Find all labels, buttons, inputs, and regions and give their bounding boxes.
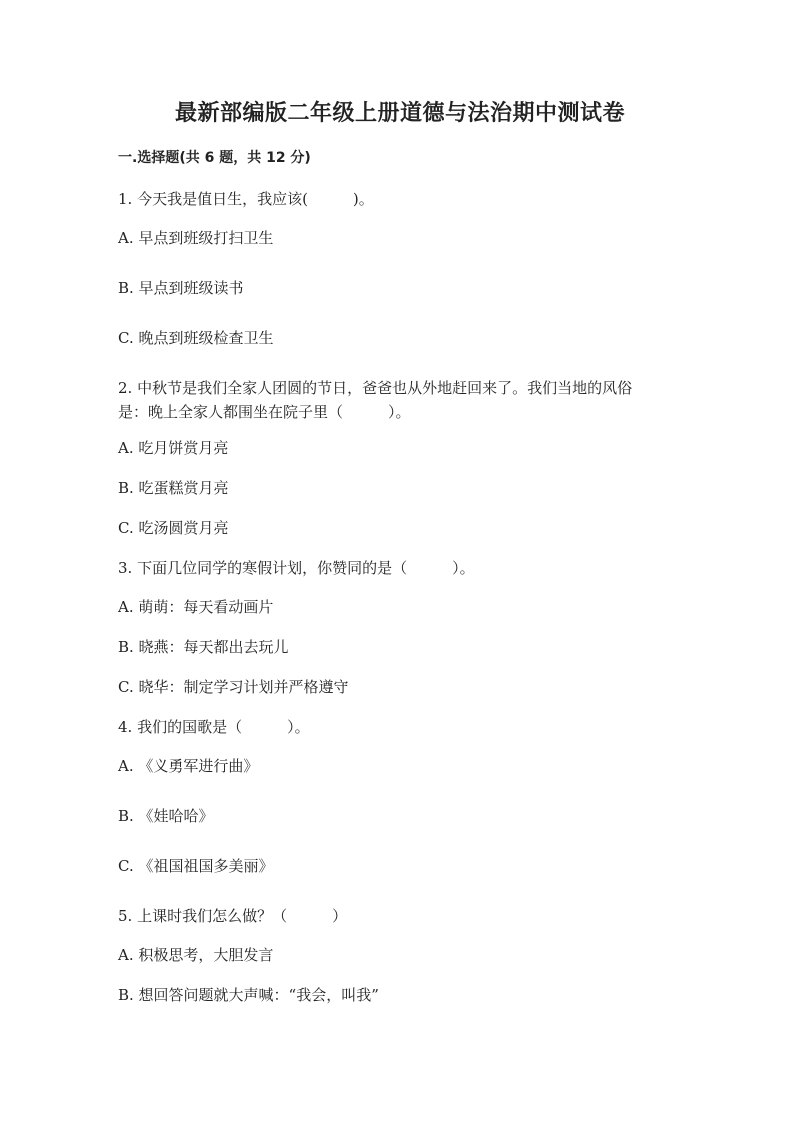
question-2-option-b: B. 吃蛋糕赏月亮 [118, 479, 229, 497]
section-heading: 一.选择题(共 6 题，共 12 分) [118, 150, 311, 166]
question-3-option-c: C. 晓华：制定学习计划并严格遵守 [118, 678, 349, 696]
question-3-option-a: A. 萌萌：每天看动画片 [118, 598, 274, 616]
page-title: 最新部编版二年级上册道德与法治期中测试卷 [174, 100, 625, 126]
question-2-option-c: C. 吃汤圆赏月亮 [118, 519, 229, 537]
question-2-stem [118, 376, 678, 424]
question-2-stem-line-1: 2. 中秋节是我们全家人团圆的节日，爸爸也从外地赶回来了。我们当地的风俗 [118, 379, 633, 397]
question-5-option-b: B. 想回答问题就大声喊：“我会，叫我” [118, 986, 379, 1004]
question-4-option-c: C. 《祖国祖国多美丽》 [118, 857, 274, 875]
question-4-option-a: A. 《义勇军进行曲》 [118, 757, 259, 775]
question-3-stem: 3. 下面几位同学的寒假计划，你赞同的是（ ）。 [118, 559, 475, 577]
question-3-option-b: B. 晓燕：每天都出去玩儿 [118, 638, 289, 656]
question-4-option-b: B. 《娃哈哈》 [118, 807, 214, 825]
question-1-option-a: A. 早点到班级打扫卫生 [118, 229, 274, 247]
question-4-stem: 4. 我们的国歌是（ ）。 [118, 718, 310, 736]
question-2-stem-line-2: 是：晚上全家人都围坐在院子里（ ）。 [118, 403, 411, 421]
question-1-option-c: C. 晚点到班级检查卫生 [118, 329, 274, 347]
question-5-option-a: A. 积极思考，大胆发言 [118, 946, 274, 964]
question-1-stem: 1. 今天我是值日生，我应该( )。 [118, 190, 374, 208]
question-1-option-b: B. 早点到班级读书 [118, 279, 244, 297]
question-5-stem: 5. 上课时我们怎么做？（ ） [118, 907, 348, 925]
question-2-option-a: A. 吃月饼赏月亮 [118, 439, 229, 457]
